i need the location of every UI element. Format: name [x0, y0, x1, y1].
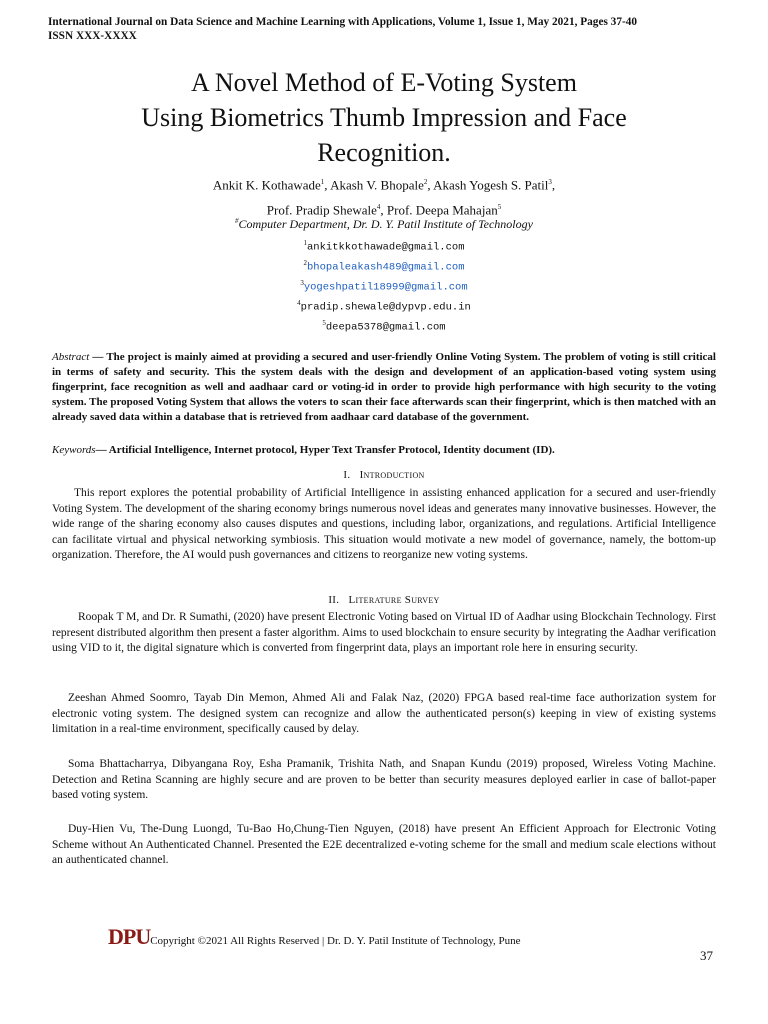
copyright-text: Copyright ©2021 All Rights Reserved | Dr. D. Y. Patil Institute of Technology, Pune	[150, 935, 521, 947]
paper-title	[0, 65, 768, 170]
abstract-text: The project is mainly aimed at providing a secured and user-friendly Online Voting System. The problem of voting is still critical in terms of safety and security. This the system deals with the design and development of an application-based voting system using fingerprint, face recognition as well and aadhaar card or voting-id in order to provide high performance with high security to the voting system. The proposed Voting System that allows the voters to scan their face afterwards scan their fingerprint, which is then matched with an already saved data within a database that is retrieved from aadhaar card database of the government.	[52, 351, 716, 423]
authors-line-1: Ankit K. Kothawade$^1$, Akash V. Bhopale$^2$, Akash Yogesh S. Patil$^3$,	[212, 177, 556, 193]
page-footer	[108, 924, 521, 950]
abstract	[52, 350, 716, 425]
email-line	[0, 256, 768, 276]
email-link[interactable]: deepa5378@gmail.com	[325, 321, 446, 334]
email-link[interactable]: ankitkkothawade@gmail.com	[306, 241, 465, 254]
email-sup: 4	[297, 299, 301, 307]
author-list	[0, 171, 768, 222]
email-line	[0, 276, 768, 296]
section-title: Literature Survey	[348, 594, 440, 606]
email-line	[0, 236, 768, 256]
email-link[interactable]: bhopaleakash489@gmail.com	[306, 261, 465, 274]
introduction-paragraph: This report explores the potential probability of Artificial Intelligence in assisting enhanced application for a secured and user-friendly Voting System. The development of the sharing economy brings numerous novel ideas and generates many innovative businesses. However, the wide range of the sharing economy also causes disputes and questions, including labor, organizations, and regulations. Artificial Intelligence can facilitate virtual and physical networking symbiosis. This situation would motivate a new model of governance, namely, the bottom-up organization. Therefore, the AI would push governances and citizens to reorganize new voting systems.	[52, 487, 716, 562]
issn: ISSN XXX-XXXX	[48, 30, 137, 42]
author-name: Akash Yogesh S. Patil	[433, 177, 549, 193]
title-line-1: A Novel Method of E-Voting System	[191, 68, 577, 97]
email-list	[0, 236, 768, 336]
title-line-3: Recognition.	[317, 138, 451, 167]
author-sup: 5	[497, 203, 502, 212]
section-number: I.	[343, 469, 351, 481]
email-sup: 2	[303, 259, 307, 267]
email-link[interactable]: yogeshpatil18999@gmail.com	[303, 281, 468, 294]
email-link[interactable]: pradip.shewale@dypvp.edu.in	[300, 301, 471, 314]
section-heading-introduction	[0, 469, 768, 481]
affiliation-text: Computer Department, Dr. D. Y. Patil Institute of Technology	[238, 217, 533, 231]
keywords-label: Keywords	[52, 444, 96, 456]
section-number: II.	[328, 594, 340, 606]
author-sup: 3	[548, 178, 552, 186]
email-line	[0, 296, 768, 316]
author-name: Prof. Pradip Shewale	[266, 202, 377, 218]
section-title: Introduction	[359, 469, 425, 481]
literature-paragraph-3: Soma Bhattacharrya, Dibyangana Roy, Esha Pramanik, Trishita Nath, and Snapan Kundu (2019) proposed, Wireless Voting Machine. Detection and Retina Scanning are highly secure and are proven to be better than security measures deployed earlier in case of ballot-paper based voting system.	[52, 758, 716, 802]
journal-header	[48, 15, 637, 43]
abstract-label: Abstract	[52, 351, 90, 363]
keywords-sep: —	[95, 444, 109, 456]
keywords-text: Artificial Intelligence, Internet protocol, Hyper Text Transfer Protocol, Identity document (ID).	[108, 444, 555, 456]
abstract-sep: —	[89, 351, 107, 363]
author-sup: 1	[320, 178, 325, 186]
email-sup: 1	[303, 239, 307, 247]
email-sup: 3	[300, 279, 304, 287]
page-number: 37	[700, 948, 713, 963]
literature-paragraph-4: Duy-Hien Vu, The-Dung Luongd, Tu-Bao Ho,Chung-Tien Nguyen, (2018) have present An Efficient Approach for Electronic Voting Scheme without An Authenticated Channel. Presented the E2E decentralized e-voting scheme for the small and medium scale elections without an authenticated channel.	[52, 823, 716, 867]
author-sup: 4	[376, 203, 381, 212]
author-name: Prof. Deepa Mahajan	[386, 202, 498, 218]
author-name: Akash V. Bhopale	[330, 177, 424, 193]
author-sup: 2	[423, 178, 428, 186]
email-line	[0, 316, 768, 336]
author-name: Ankit K. Kothawade	[212, 177, 321, 193]
section-heading-literature-survey	[0, 594, 768, 606]
affiliation-sup: #	[235, 217, 239, 225]
literature-paragraph-1: Roopak T M, and Dr. R Sumathi, (2020) have present Electronic Voting based on Virtual ID of Aadhar using Blockchain Technology. First represent distributed algorithm then present a faster algorithm. Aims to used blockchain to ensure security by integrating the Aadhar verification using VID to it, the digital signature which is converted from fingerprint data, plays an important role here in ensuring security.	[52, 611, 716, 655]
journal-line: International Journal on Data Science and Machine Learning with Applications, Volume 1, Issue 1, May 2021, Pages 37-40	[48, 16, 638, 28]
literature-paragraph-2: Zeeshan Ahmed Soomro, Tayab Din Memon, Ahmed Ali and Falak Naz, (2020) FPGA based real-time face authorization system for electronic voting system. The designed system can recognize and allow the authenticated person(s) keeping in view of existing systems limitation in a real-time environment, specifically caused by delay.	[52, 692, 716, 736]
keywords	[52, 444, 716, 456]
dpu-logo: DPU	[108, 924, 151, 949]
affiliation	[0, 217, 768, 232]
email-sup: 5	[322, 319, 326, 327]
title-line-2: Using Biometrics Thumb Impression and Face	[141, 103, 627, 132]
authors-line-2: Prof. Pradip Shewale$^4$, Prof. Deepa Mahajan$^5$	[266, 202, 502, 218]
